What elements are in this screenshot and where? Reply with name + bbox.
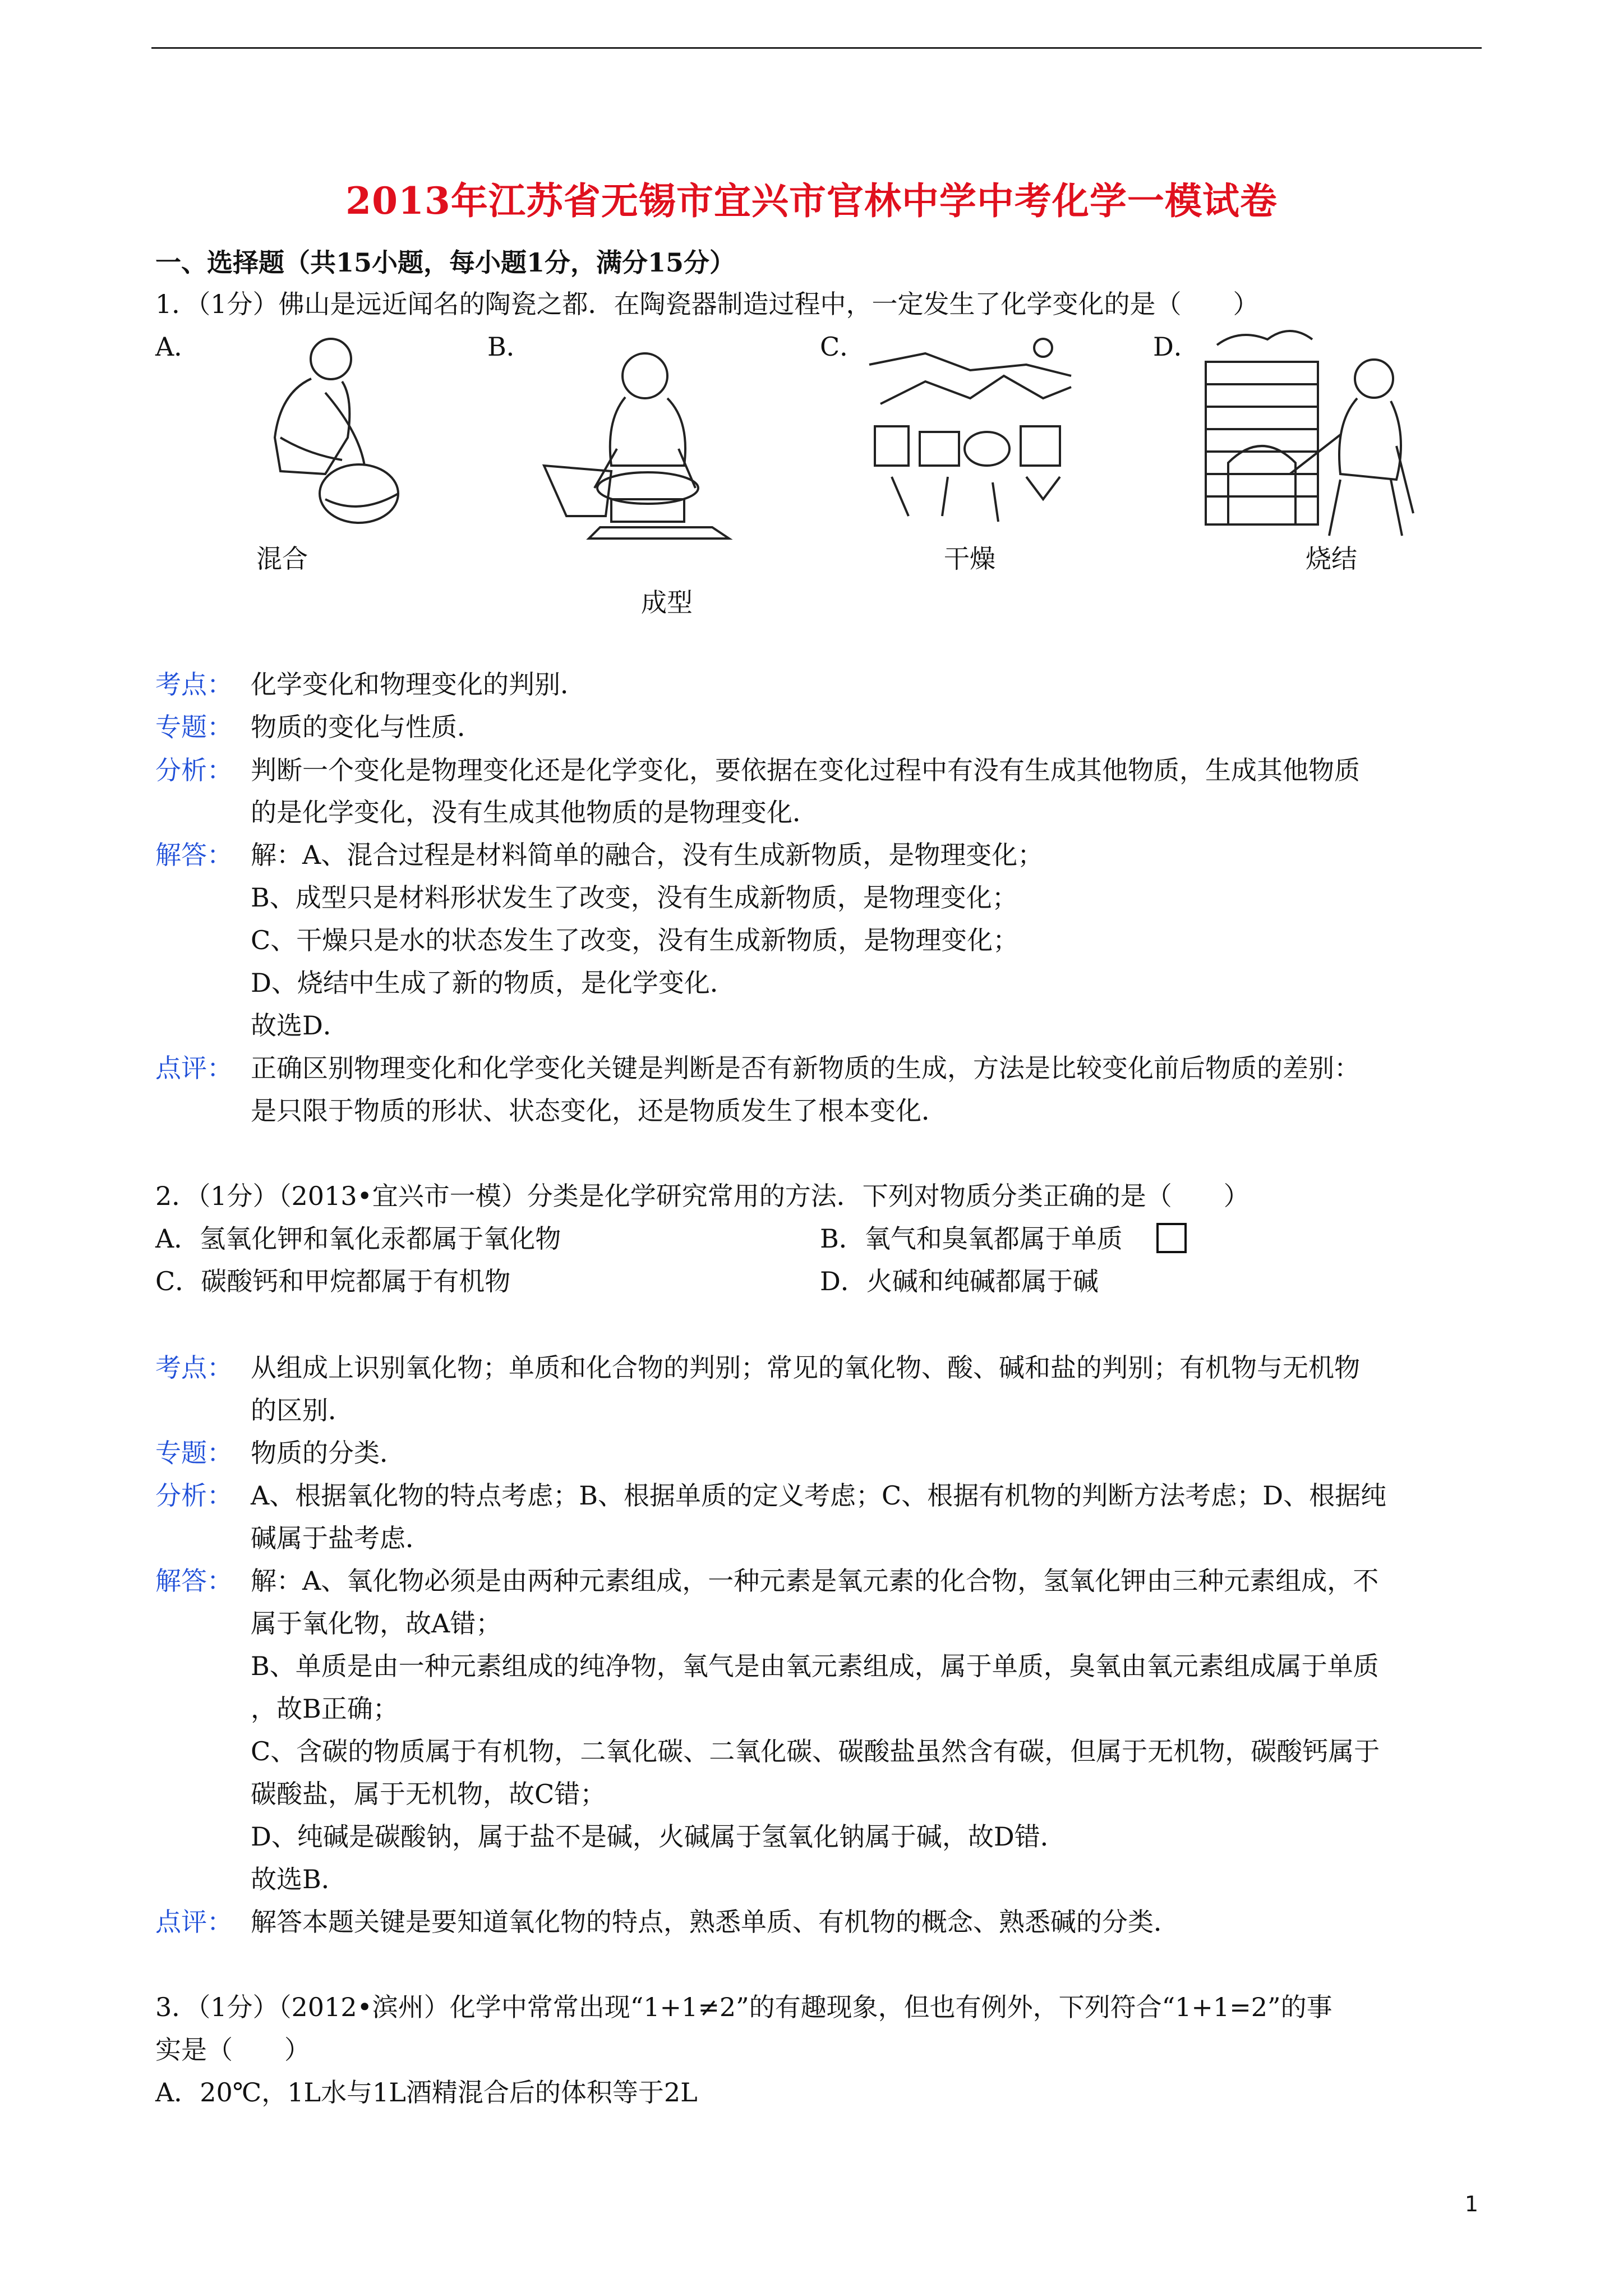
kaodian-label: 考点： [155,669,233,700]
section-heading: 一、选择题（共15小题，每小题1分，满分15分） [155,247,736,278]
dianping-label: 点评： [155,1907,233,1937]
jieda-label: 解答： [155,1566,233,1596]
q2-option-b: B．氧气和臭氧都属于单质 [820,1223,1123,1254]
q2-zhuanti: 物质的分类． [251,1438,405,1468]
drying-figure [858,331,1082,533]
dianping-label: 点评： [155,1053,233,1083]
zhuanti-label: 专题： [155,712,233,742]
q2-dianping: 解答本题关键是要知道氧化物的特点，熟悉单质、有机物的概念、熟悉碱的分类． [251,1907,1179,1937]
page-title: 2013年江苏省无锡市宜兴市官林中学中考化学一模试卷 [345,179,1278,223]
q1-zhuanti: 物质的变化与性质． [251,712,483,742]
q2-option-a: A．氢氧化钾和氧化汞都属于氧化物 [155,1223,561,1254]
q2-jieda-line-1: 解：A、氧化物必须是由两种元素组成，一种元素是氧元素的化合物，氢氧化钾由三种元素组成，不 [251,1566,1379,1596]
q1-caption-b: 成型 [641,587,693,618]
q2-kaodian-line-1: 从组成上识别氧化物；单质和化合物的判别；常见的氧化物、酸、碱和盐的判别；有机物与无机物 [251,1352,1360,1383]
mixing-figure [213,325,404,533]
q3-stem-line-1: 3．（1分）（2012•滨州）化学中常常出现“1+1≠2”的有趣现象，但也有例外，下列符合“1+1=2”的事 [155,1992,1332,2022]
q1-dianping-line-1: 正确区别物理变化和化学变化关键是判断是否有新物质的生成，方法是比较变化前后物质的差别： [251,1053,1360,1083]
q1-jieda-line-4: D、烧结中生成了新的物质，是化学变化． [251,968,736,998]
jieda-label: 解答： [155,840,233,870]
kaodian-label: 考点： [155,1352,233,1383]
q2-jieda-line-6: 碳酸盐，属于无机物，故C错； [251,1779,606,1809]
q1-jieda-line-1: 解：A、混合过程是材料简单的融合，没有生成新物质，是物理变化； [251,840,1044,870]
q2-fenxi-line-2: 碱属于盐考虑． [251,1523,431,1553]
q1-jieda-line-5: 故选D． [251,1010,349,1041]
q1-jieda-line-3: C、干燥只是水的状态发生了改变，没有生成新物质，是物理变化； [251,925,1019,955]
fenxi-label: 分析： [155,755,233,785]
sintering-figure [1195,323,1430,541]
q1-stem: 1．（1分）佛山是远近闻名的陶瓷之都．在陶瓷器制造过程中，一定发生了化学变化的是（ ） [155,289,1259,319]
q2-fenxi-line-1: A、根据氧化物的特点考虑；B、根据单质的定义考虑；C、根据有机物的判断方法考虑；D、根据纯 [251,1480,1387,1511]
q2-jieda-line-3: B、单质是由一种元素组成的纯净物，氧气是由氧元素组成，属于单质，臭氧由氧元素组成属于单质 [251,1651,1379,1681]
q1-caption-a: 混合 [256,544,308,574]
q1-kaodian: 化学变化和物理变化的判别． [251,669,586,700]
q1-caption-c: 干燥 [944,544,995,574]
q1-option-a-label: A． [155,332,200,362]
shaping-figure [527,337,763,550]
q1-option-c-label: C． [820,332,866,362]
q1-caption-d: 烧结 [1306,544,1357,574]
q1-option-b-label: B． [487,332,532,362]
q3-stem-line-2: 实是（ ） [155,2035,310,2065]
q1-fenxi-line-2: 的是化学变化，没有生成其他物质的是物理变化． [251,797,818,827]
q1-kaodian-row [155,668,233,701]
q2-jieda-line-2: 属于氧化物，故A错； [251,1608,502,1639]
answer-checkbox [1156,1223,1187,1253]
q1-fenxi-line-1: 判断一个变化是物理变化还是化学变化，要依据在变化过程中有没有生成其他物质，生成其他物质 [251,755,1360,785]
q2-jieda-line-7: D、纯碱是碳酸钠，属于盐不是碱，火碱属于氢氧化钠属于碱，故D错． [251,1821,1066,1852]
q1-option-d-label: D． [1153,332,1200,362]
header-rule [151,47,1482,49]
page-number: 1 [1464,2192,1478,2216]
zhuanti-label: 专题： [155,1438,233,1468]
q2-option-d: D．火碱和纯碱都属于碱 [820,1266,1099,1296]
q1-jieda-line-2: B、成型只是材料形状发生了改变，没有生成新物质，是物理变化； [251,882,1018,913]
q2-kaodian-line-2: 的区别． [251,1395,354,1425]
q2-jieda-line-5: C、含碳的物质属于有机物，二氧化碳、二氧化碳、碳酸盐虽然含有碳，但属于无机物，碳酸钙属于 [251,1736,1380,1766]
fenxi-label: 分析： [155,1480,233,1511]
q2-jieda-line-4: ，故B正确； [251,1694,399,1724]
q3-option-a: A．20℃，1L水与1L酒精混合后的体积等于2L [155,2077,698,2108]
q2-option-c: C．碳酸钙和甲烷都属于有机物 [155,1266,511,1296]
q2-stem: 2．（1分）（2013•宜兴市一模）分类是化学研究常用的方法．下列对物质分类正确的是（ ） [155,1181,1249,1211]
q1-dianping-line-2: 是只限于物质的形状、状态变化，还是物质发生了根本变化． [251,1096,947,1126]
q2-jieda-line-8: 故选B． [251,1864,347,1894]
